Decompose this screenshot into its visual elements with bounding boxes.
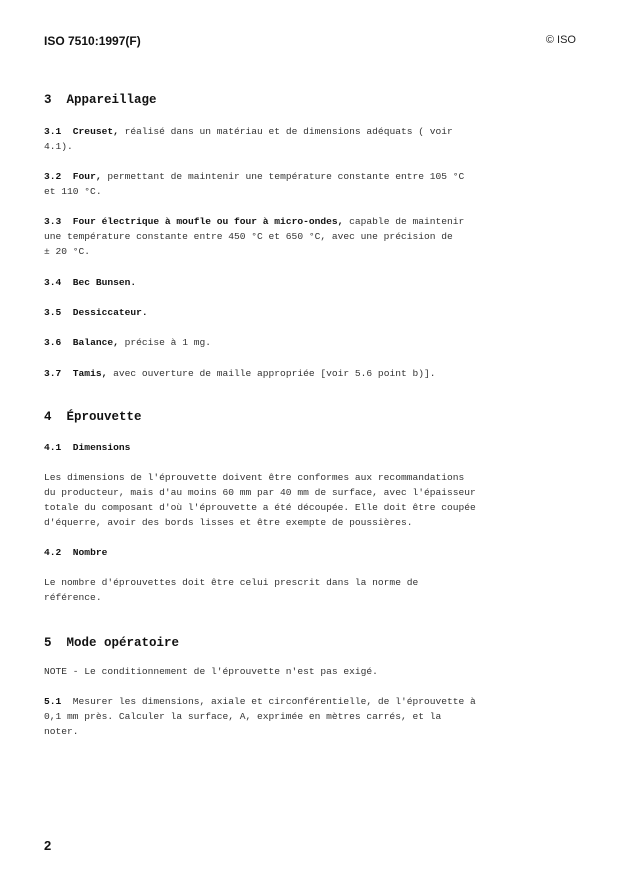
clause-term: Four, [72,171,102,182]
paragraph-line: du producteur, mais d'au moins 60 mm par 40 mm de surface, avec l'épaisseur [44,487,476,498]
note: NOTE - Le conditionnement de l'éprouvette n'est pas exigé. [44,666,378,677]
paragraph-line: totale du composant d'où l'éprouvette a été découpée. Elle doit être coupée [44,502,476,513]
clause-text: ± 20 °C. [44,246,91,257]
clause-3-7 [44,366,436,381]
paragraph-line: Les dimensions de l'éprouvette doivent être conformes aux recommandations [44,472,465,483]
clause-term: Bec Bunsen. [72,277,137,288]
clause-text: permettant de maintenir une température constante entre 105 °C [101,171,465,182]
section-3-heading: 3 Appareillage [44,93,157,107]
clause-number: 4.2 [44,547,62,558]
clause-3-3 [44,214,464,259]
paragraph-line: Le nombre d'éprouvettes doit être celui prescrit dans la norme de [44,577,419,588]
copyright-mark: © ISO [545,34,576,46]
clause-text: capable de maintenir [343,216,465,227]
clause-text: et 110 °C. [44,186,102,197]
clause-text: une température constante entre 450 °C et 650 °C, avec une précision de [44,231,453,242]
clause-text: 4.1). [44,141,73,152]
clause-text: avec ouverture de maille appropriée [voir 5.6 point b)]. [107,368,436,379]
section-5-heading: 5 Mode opératoire [44,636,180,650]
clause-text: réalisé dans un matériau et de dimensions adéquats ( voir [118,126,453,137]
clause-number: 3.2 [44,171,62,182]
clause-4-2-heading [44,545,107,560]
clause-3-6 [44,335,211,350]
clause-number: 3.7 [44,368,62,379]
section-4-heading: 4 Éprouvette [44,410,142,424]
clause-3-4 [44,275,136,290]
clause-number: 3.5 [44,307,62,318]
clause-term: Balance, [72,337,119,348]
clause-number: 3.3 [44,216,62,227]
clause-number: 5.1 [44,696,62,707]
clause-term: Dessiccateur. [72,307,148,318]
clause-3-2 [44,169,464,199]
clause-number: 3.4 [44,277,62,288]
clause-title: Dimensions [72,442,131,453]
clause-text: noter. [44,726,79,737]
clause-number: 3.1 [44,126,62,137]
clause-term: Tamis, [72,368,108,379]
clause-3-1 [44,124,453,154]
clause-term: Creuset, [72,126,119,137]
clause-number: 4.1 [44,442,62,453]
clause-4-1-heading [44,440,130,455]
page-number: 2 [44,838,52,853]
paragraph-line: référence. [44,592,102,603]
clause-number: 3.6 [44,337,62,348]
clause-text: Mesurer les dimensions, axiale et circonférentielle, de l'éprouvette à [72,696,476,707]
paragraph-4-2 [44,575,418,605]
clause-3-5 [44,305,148,320]
clause-5-1 [44,694,476,739]
document-id: ISO 7510:1997(F) [44,34,141,48]
clause-term: Four électrique à moufle ou four à micro-ondes, [72,216,344,227]
paragraph-line: d'équerre, avoir des bords lisses et être exempte de poussières. [44,517,413,528]
paragraph-4-1 [44,470,476,530]
clause-title: Nombre [72,547,108,558]
clause-text: précise à 1 mg. [118,337,211,348]
clause-text: 0,1 mm près. Calculer la surface, A, exprimée en mètres carrés, et la [44,711,442,722]
